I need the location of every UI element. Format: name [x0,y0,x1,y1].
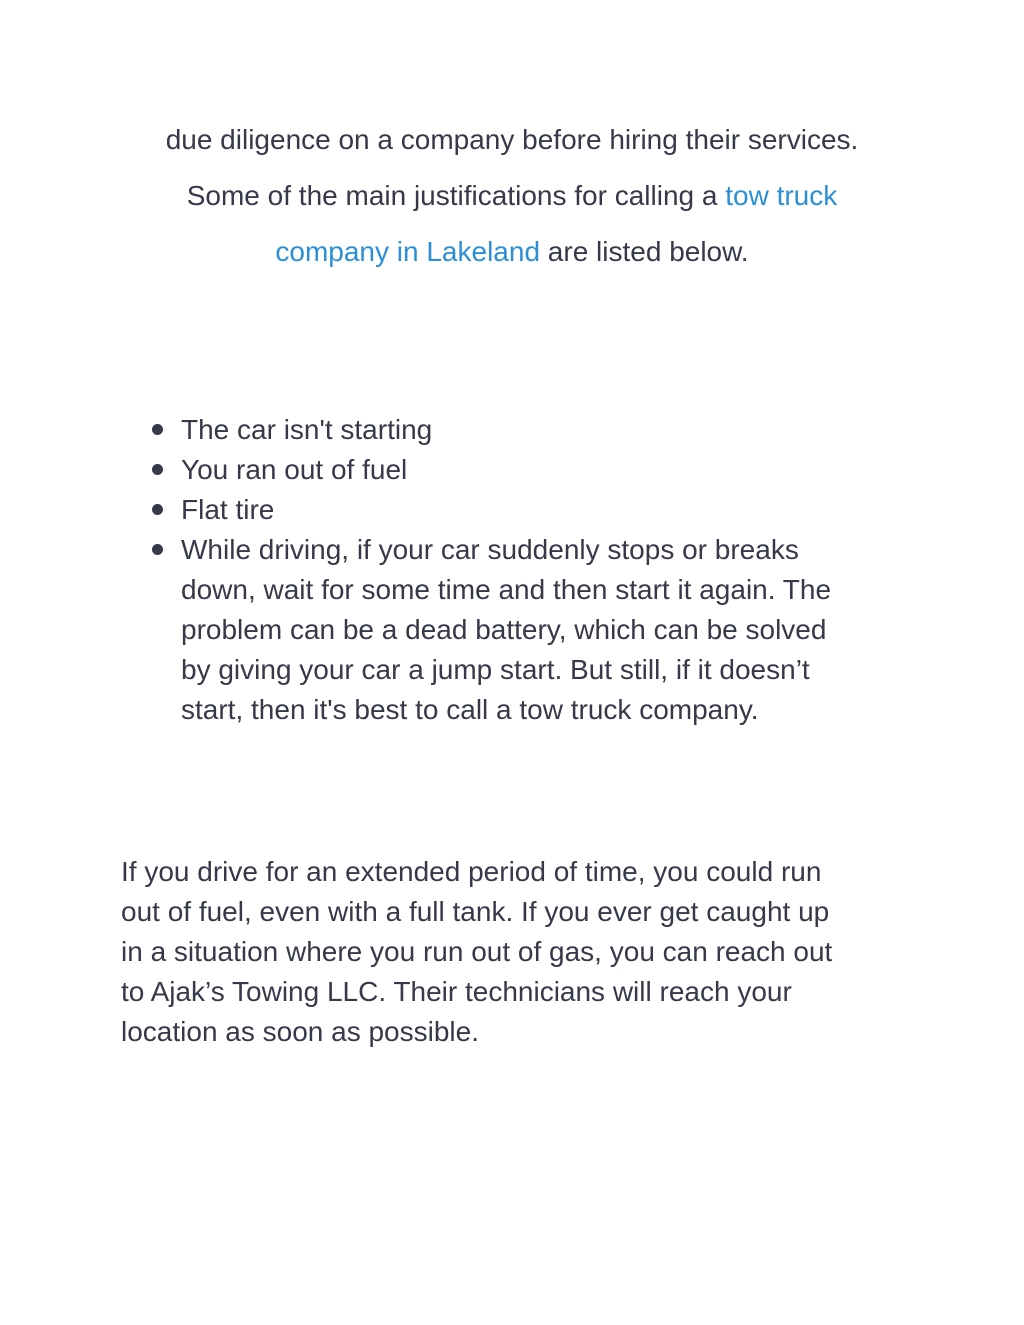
list-item-line: The car isn't starting [181,414,433,445]
tow-truck-link[interactable]: tow truck [725,180,838,211]
list-item-line: Flat tire [181,494,275,525]
list-item-line: start, then it's best to call a tow truck company. [181,694,759,725]
intro-line-1: due diligence on a company before hiring their services. [165,124,859,155]
bullet-dot-icon [152,424,163,435]
list-item-line: While driving, if your car suddenly stops or breaks [181,534,799,565]
closing-line: in a situation where you run out of gas, you can reach out [121,936,833,967]
closing-paragraph [121,852,921,1052]
bullet-dot-icon [152,464,163,475]
list-item [152,410,912,450]
list-item-text [181,490,912,530]
list-item-line: You ran out of fuel [181,454,408,485]
list-item-line: by giving your car a jump start. But still, if it doesn’t [181,654,810,685]
list-item-text [181,410,912,450]
closing-line: to Ajak’s Towing LLC. Their technicians will reach your [121,976,792,1007]
company-in-lakeland-link[interactable]: company in Lakeland [275,236,541,267]
closing-line: out of fuel, even with a full tank. If you ever get caught up [121,896,830,927]
intro-line-3 [100,224,924,280]
list-item-text [181,450,912,490]
intro-line-2 [100,168,924,224]
list-item [152,450,912,490]
list-item-line: down, wait for some time and then start it again. The [181,574,832,605]
closing-line: location as soon as possible. [121,1016,479,1047]
list-item [152,530,912,730]
list-item-line: problem can be a dead battery, which can be solved [181,614,827,645]
closing-line: If you drive for an extended period of time, you could run [121,856,822,887]
reasons-bullet-list [152,410,912,730]
intro-paragraph [100,112,924,280]
bullet-dot-icon [152,504,163,515]
intro-line-2-text: Some of the main justifications for calling a [186,180,726,211]
list-item-text [181,530,912,730]
intro-line-3-text: are listed below. [540,236,749,267]
list-item [152,490,912,530]
bullet-dot-icon [152,544,163,555]
